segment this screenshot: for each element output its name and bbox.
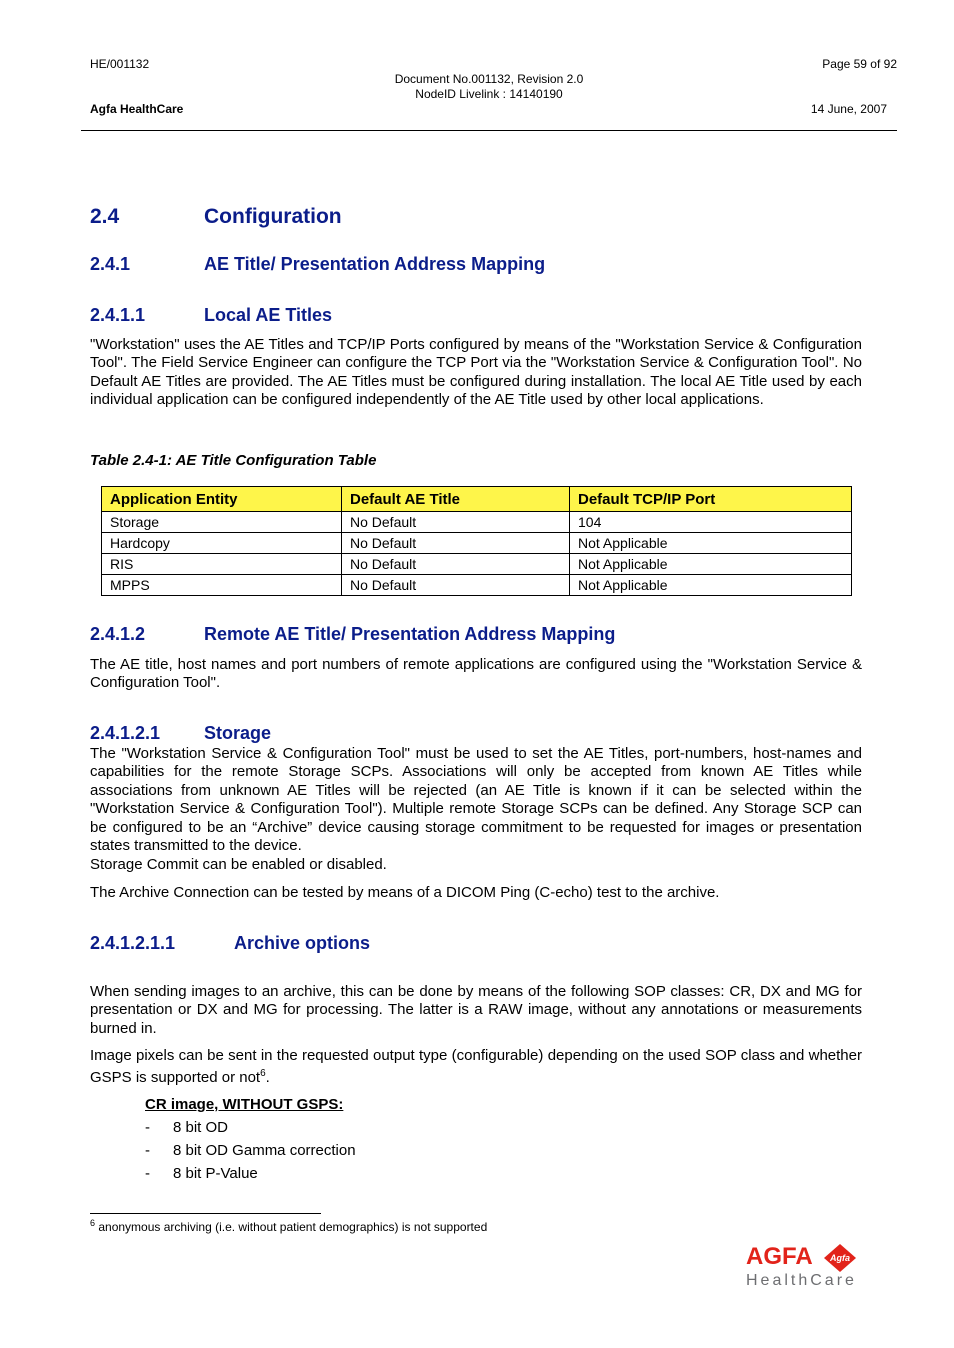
section-number: 2.4.1.2 bbox=[90, 624, 146, 644]
list-item-text: 8 bit OD bbox=[173, 1119, 229, 1136]
ae-title-table bbox=[101, 486, 852, 596]
paragraph-storage-commit: Storage Commit can be enabled or disabled. bbox=[90, 856, 387, 873]
agfa-logo-mark bbox=[744, 1240, 864, 1290]
list-item-text: 8 bit P-Value bbox=[173, 1165, 258, 1182]
section-number: 2.4.1 bbox=[90, 254, 131, 274]
footnote bbox=[90, 1218, 487, 1234]
section-number: 2.4.1.2.1 bbox=[90, 723, 161, 743]
footnote-text: anonymous archiving (i.e. without patient demographics) is not supported bbox=[98, 1220, 488, 1234]
table-row bbox=[102, 575, 852, 596]
section-number: 2.4 bbox=[90, 205, 120, 228]
section-title: Configuration bbox=[204, 205, 342, 228]
document-number: Document No.001132, Revision 2.0 bbox=[394, 72, 584, 86]
paragraph-storage: The "Workstation Service & Configuration Tool" must be used to set the AE Titles, port-numbers, host-names and capabilities for the remote Storage SCPs. Associations will only be accepted from known AE Titles while associations from unknown AE Titles will be rejected (an AE Title is known if it can be selected within the "Workstation Service & Configuration Tool"). Multiple remote Storage SCPs can be defined. Any Storage SCP can be configured to be an “Archive” device causing storage commitment to be requested for images or presentation states transmitted to the device. bbox=[90, 745, 862, 855]
table-cell: No Default bbox=[342, 554, 570, 575]
table-row bbox=[102, 512, 852, 533]
doc-code: HE/001132 bbox=[90, 57, 150, 71]
table-cell: Not Applicable bbox=[570, 533, 852, 554]
table-header-cell: Application Entity bbox=[102, 487, 342, 512]
footnote-number: 6 bbox=[90, 1218, 96, 1228]
paragraph-remote-ae: The AE title, host names and port numbers of remote applications are configured using the "Workstation Service & Configuration Tool". bbox=[90, 656, 862, 692]
header-divider bbox=[81, 130, 897, 131]
section-title: AE Title/ Presentation Address Mapping bbox=[204, 254, 546, 274]
logo-badge-text: Agfa bbox=[830, 1253, 850, 1263]
table-cell: No Default bbox=[342, 512, 570, 533]
section-heading-2-4-1-2-1-1 bbox=[90, 933, 370, 954]
paragraph-end: . bbox=[265, 1069, 270, 1087]
table-cell: Not Applicable bbox=[570, 575, 852, 596]
paragraph-image-pixels bbox=[90, 1047, 862, 1088]
table-caption: Table 2.4-1: AE Title Configuration Table bbox=[90, 452, 377, 469]
section-title: Local AE Titles bbox=[204, 305, 333, 325]
list-item bbox=[145, 1142, 356, 1159]
section-title: Archive options bbox=[234, 933, 371, 953]
table-cell: No Default bbox=[342, 533, 570, 554]
agfa-healthcare-logo bbox=[744, 1240, 864, 1290]
table-cell: MPPS bbox=[102, 575, 342, 596]
footnote-divider bbox=[90, 1213, 321, 1214]
footnote-reference: 6 bbox=[260, 1068, 266, 1080]
list-item bbox=[145, 1165, 258, 1182]
list-dash: - bbox=[145, 1165, 150, 1182]
section-number: 2.4.1.2.1.1 bbox=[90, 933, 176, 953]
company-name: Agfa HealthCare bbox=[90, 102, 184, 116]
table-row bbox=[102, 533, 852, 554]
logo-brand-text: AGFA bbox=[746, 1243, 813, 1270]
table-header-cell: Default AE Title bbox=[342, 487, 570, 512]
section-heading-2-4-1-2 bbox=[90, 624, 615, 645]
table-cell: Hardcopy bbox=[102, 533, 342, 554]
section-heading-2-4 bbox=[90, 205, 342, 229]
table-cell: RIS bbox=[102, 554, 342, 575]
section-heading-2-4-1 bbox=[90, 254, 545, 275]
section-title: Storage bbox=[204, 723, 272, 743]
section-title: Remote AE Title/ Presentation Address Mapping bbox=[204, 624, 616, 644]
table-cell: Storage bbox=[102, 512, 342, 533]
table-header-cell: Default TCP/IP Port bbox=[570, 487, 852, 512]
page-number: Page 59 of 92 bbox=[822, 57, 897, 71]
table-row bbox=[102, 554, 852, 575]
table-cell: Not Applicable bbox=[570, 554, 852, 575]
list-dash: - bbox=[145, 1119, 150, 1136]
table-cell: 104 bbox=[570, 512, 852, 533]
document-date: 14 June, 2007 bbox=[810, 102, 887, 116]
paragraph-local-ae: "Workstation" uses the AE Titles and TCP/IP Ports configured by means of the "Workstation Service & Configuration Tool". The Field Service Engineer can configure the TCP Port via the "Workstation Service & Configuration Tool". No Default AE Titles are provided. The AE Titles must be configured during installation. The local AE Title used by each individual application can be configured independently of the AE Title used by other local applications. bbox=[90, 336, 862, 409]
paragraph-archive-connection: The Archive Connection can be tested by means of a DICOM Ping (C-echo) test to the archive. bbox=[90, 884, 720, 901]
section-number: 2.4.1.1 bbox=[90, 305, 146, 325]
table-header-row bbox=[102, 487, 852, 512]
paragraph-text: Image pixels can be sent in the requested output type (configurable) depending on the used SOP class and whether GSPS is supported or not bbox=[90, 1047, 862, 1087]
table-cell: No Default bbox=[342, 575, 570, 596]
section-heading-2-4-1-1 bbox=[90, 305, 332, 326]
list-dash: - bbox=[145, 1142, 150, 1159]
node-id: NodeID Livelink : 14140190 bbox=[415, 87, 563, 101]
section-heading-2-4-1-2-1 bbox=[90, 723, 271, 744]
paragraph-archive-sop: When sending images to an archive, this can be done by means of the following SOP classes: CR, DX and MG for presentation or DX and MG for processing. The latter is a RAW image, without any annotations or measurements burned in. bbox=[90, 983, 862, 1037]
logo-sub-text: HealthCare bbox=[746, 1272, 857, 1289]
cr-list-heading: CR image, WITHOUT GSPS: bbox=[145, 1096, 344, 1113]
list-item bbox=[145, 1119, 228, 1136]
list-item-text: 8 bit OD Gamma correction bbox=[173, 1142, 356, 1159]
